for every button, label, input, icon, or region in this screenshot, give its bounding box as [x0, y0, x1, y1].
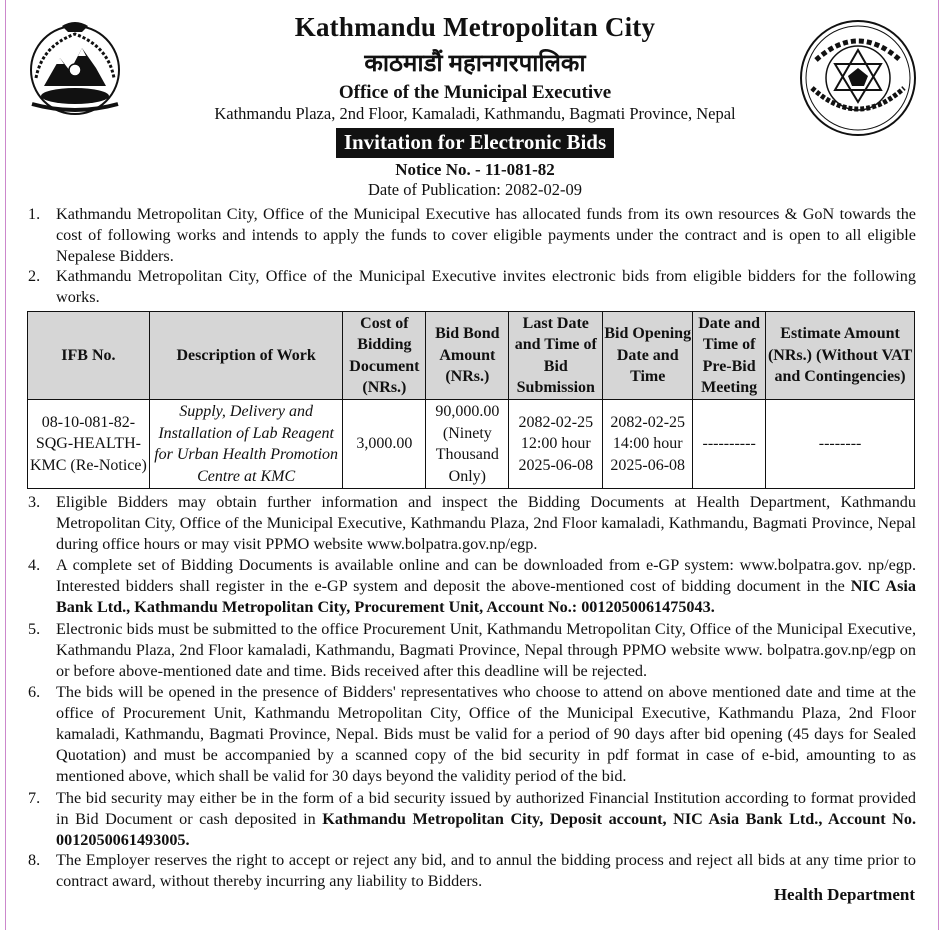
paragraph-3 [28, 492, 916, 555]
column-header: Last Date and Time of Bid Submission [509, 312, 603, 400]
ifb-number-cell: 08-10-081-82-SQG-HEALTH-KMC (Re-Notice) [28, 400, 150, 489]
paragraph-text: Kathmandu Metropolitan City, Office of the Municipal Executive has allocated funds from its own resources & GoN towards the cost of following works and intends to apply the funds to cover eligible payments under the contract and is open to all eligible Nepalese Bidders. [56, 205, 916, 265]
paragraph-text: Kathmandu Metropolitan City, Office of the Municipal Executive invites electronic bids from eligible bidders for the following works. [56, 267, 916, 306]
organization-title-nepali: काठमाडौं महानगरपालिका [364, 51, 586, 77]
column-header: Cost of Bidding Document (NRs.) [343, 312, 426, 400]
paragraph-number: 4. [28, 556, 41, 574]
column-header: Bid Bond Amount (NRs.) [426, 312, 509, 400]
paragraph-text: Eligible Bidders may obtain further information and inspect the Bidding Documents at Health Department, Kathmandu Metropolitan City, Office of the Municipal Executive, Kathmandu Plaza, 2nd Floor kamaladi, Kathmandu, Bagmati Province, Nepal during office hours or may visit PPMO website www.bolpatra.gov.np/egp. [56, 493, 916, 553]
notice-number: Notice No. - 11-081-82 [395, 160, 555, 179]
notice-banner: Invitation for Electronic Bids [336, 128, 614, 158]
document-cost-cell: 3,000.00 [343, 400, 426, 489]
paragraph-text [56, 788, 916, 851]
paragraph-number: 6. [28, 683, 41, 701]
office-title: Office of the Municipal Executive [338, 82, 612, 103]
bid-bond-cell: 90,000.00 (Ninety Thousand Only) [426, 400, 509, 489]
submission-deadline-cell: 2082-02-25 12:00 hour 2025-06-08 [509, 400, 603, 489]
column-header: IFB No. [28, 312, 150, 400]
paragraph-7 [28, 788, 916, 851]
paragraph-text: The bids will be opened in the presence of Bidders' representatives who choose to attend on above mentioned date and time at the office of Procurement Unit, Kathmandu Metropolitan City, Office of the Municipal Executive, Kathmandu Plaza, 2nd Floor kamaladi, Kathmandu, Bagmati Province, Nepal. Bids must be valid for a period of 90 days after bid opening (45 days for Sealed Quotation) and must be accompanied by a scanned copy of the bid security in pdf format in case of e-bid, amounting to as mentioned above, which shall be valid for 30 days beyond the validity period of the bid. [56, 683, 916, 785]
column-header: Date and Time of Pre-Bid Meeting [693, 312, 766, 400]
table-header-row [28, 312, 915, 400]
paragraph-number: 3. [28, 493, 41, 511]
seal-star-icon [798, 18, 918, 138]
bids-table [27, 311, 915, 489]
column-header: Bid Opening Date and Time [603, 312, 693, 400]
paragraph-text: The Employer reserves the right to accept or reject any bid, and to annul the bidding process and reject all bids at any time prior to contract award, without thereby incurring any liability to Bidders. [56, 851, 916, 890]
department-signature: Health Department [773, 885, 915, 904]
publication-date: Date of Publication: 2082-02-09 [367, 180, 582, 199]
table-row [28, 400, 915, 489]
bank-account-text: NIC Asia Bank Ltd., Kathmandu Metropolitan City, Procurement Unit, Account No.: 0012050061475043. [56, 577, 916, 616]
column-header: Description of Work [149, 312, 343, 400]
work-description-cell: Supply, Delivery and Installation of Lab Reagent for Urban Health Promotion Centre at KMC [149, 400, 343, 489]
paragraph-text-plain: A complete set of Bidding Documents is available online and can be downloaded from e-GP system: www.bolpatra.gov. np/egp. Interested bidders shall register in the e-GP system and deposit the above-mentioned cost of bidding document in the [56, 556, 916, 595]
left-margin-line [5, 0, 6, 930]
paragraph-5 [28, 619, 916, 682]
paragraph-4 [28, 555, 916, 618]
paragraph-number: 7. [28, 789, 41, 807]
column-header: Estimate Amount (NRs.) (Without VAT and Contingencies) [766, 312, 915, 400]
deposit-account-text: Kathmandu Metropolitan City, Deposit account, NIC Asia Bank Ltd., Account No. 0012050061493005. [56, 810, 916, 849]
office-address: Kathmandu Plaza, 2nd Floor, Kamaladi, Kathmandu, Bagmati Province, Nepal [214, 104, 736, 123]
paragraph-6 [28, 682, 916, 787]
paragraph-number: 5. [28, 620, 41, 638]
paragraph-text [56, 555, 916, 618]
mountain-emblem-icon [22, 16, 128, 120]
estimate-amount-cell: -------- [766, 400, 915, 489]
pre-bid-meeting-cell: ---------- [693, 400, 766, 489]
bid-opening-cell: 2082-02-25 14:00 hour 2025-06-08 [603, 400, 693, 489]
paragraph-number: 8. [28, 851, 41, 869]
paragraph-number: 2. [28, 267, 41, 285]
paragraph-number: 1. [28, 205, 41, 223]
right-margin-line [938, 0, 939, 930]
banner-wrap [160, 128, 790, 158]
organization-title: Kathmandu Metropolitan City [294, 12, 656, 42]
paragraph-text: Electronic bids must be submitted to the office Procurement Unit, Kathmandu Metropolitan City, Office of the Municipal Executive, Kathmandu Plaza, 2nd Floor kamaladi, Kathmandu, Bagmati Province, Nepal through PPMO website www. bolpatra.gov.np/egp on or before above-mentioned date and time. Bids received after this deadline will be rejected. [56, 620, 916, 680]
paragraph-1 [28, 204, 916, 267]
paragraph-2 [28, 266, 916, 308]
paragraph-text-plain: The bid security may either be in the form of a bid security issued by authorized Financial Institution according to format provided in Bid Document or cash deposited in [56, 789, 916, 828]
